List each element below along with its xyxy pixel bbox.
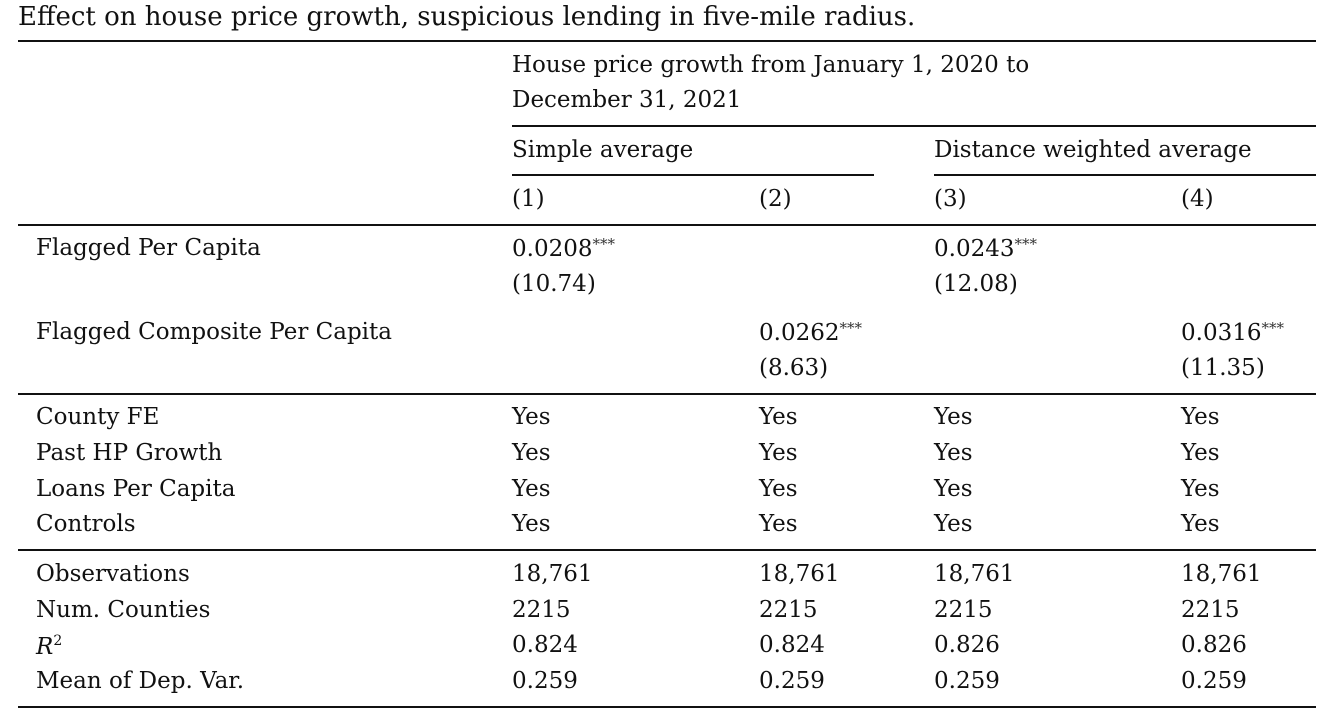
coef-value: 0.0243	[934, 236, 1015, 262]
table-cell: 2215	[512, 597, 571, 623]
row-label-mean-dep-var: Mean of Dep. Var.	[36, 668, 245, 694]
table-cell: 18,761	[759, 561, 840, 587]
table-cell: 0.826	[1181, 632, 1247, 658]
top-rule	[18, 40, 1316, 42]
table-cell: 2215	[1181, 597, 1240, 623]
row-label-num-counties: Num. Counties	[36, 597, 211, 623]
r-squared-exponent: 2	[53, 633, 63, 649]
tstat-cell: (12.08)	[934, 271, 1018, 297]
row-label-county-fe: County FE	[36, 404, 160, 430]
table-cell: Yes	[759, 476, 798, 502]
group-distance-weighted: Distance weighted average	[934, 137, 1252, 163]
table-cell: Yes	[512, 511, 551, 537]
coef-value: 0.0316	[1181, 320, 1262, 346]
table-cell: 0.824	[512, 632, 578, 658]
table-cell: 2215	[934, 597, 993, 623]
table-cell: 0.824	[759, 632, 825, 658]
table-cell: Yes	[934, 511, 973, 537]
table-cell: 18,761	[934, 561, 1015, 587]
header-bottom-rule	[18, 224, 1316, 226]
row-label-loans-per-capita: Loans Per Capita	[36, 476, 236, 502]
table-cell: 0.826	[934, 632, 1000, 658]
coef-cell	[1181, 321, 1284, 345]
table-cell: Yes	[934, 404, 973, 430]
table-cell: Yes	[934, 476, 973, 502]
table-cell: 0.259	[1181, 668, 1247, 694]
significance-stars: ***	[1014, 235, 1037, 253]
table-cell: 0.259	[934, 668, 1000, 694]
r-squared-symbol: R	[36, 634, 54, 660]
table-cell: 18,761	[1181, 561, 1262, 587]
spanner-line1: House price growth from January 1, 2020 to	[512, 52, 1030, 78]
group1-rule	[512, 174, 874, 176]
table-bottom-rule	[18, 706, 1316, 708]
row-label-observations: Observations	[36, 561, 190, 587]
coef-cell	[759, 321, 862, 345]
col-header-1: (1)	[512, 186, 545, 212]
table-cell: Yes	[759, 404, 798, 430]
table-cell: Yes	[1181, 511, 1220, 537]
tstat-cell: (8.63)	[759, 355, 829, 381]
significance-stars: ***	[592, 235, 615, 253]
significance-stars: ***	[839, 319, 862, 337]
row-label-flagged-per-capita: Flagged Per Capita	[36, 235, 261, 261]
coef-value: 0.0208	[512, 236, 593, 262]
table-cell: Yes	[1181, 440, 1220, 466]
table-cell: 18,761	[512, 561, 593, 587]
coef-bottom-rule	[18, 393, 1316, 395]
spanner-line2: December 31, 2021	[512, 87, 742, 113]
table-title: Effect on house price growth, suspicious lending in five-mile radius.	[18, 2, 916, 32]
table-cell: 0.259	[759, 668, 825, 694]
table-cell: Yes	[934, 440, 973, 466]
col-header-3: (3)	[934, 186, 967, 212]
table-cell: Yes	[759, 440, 798, 466]
table-cell: Yes	[512, 476, 551, 502]
row-label-past-hp-growth: Past HP Growth	[36, 440, 223, 466]
coef-cell	[512, 237, 615, 261]
row-label-r-squared	[36, 634, 62, 659]
table-cell: 2215	[759, 597, 818, 623]
table-cell: 0.259	[512, 668, 578, 694]
coef-value: 0.0262	[759, 320, 840, 346]
row-label-controls: Controls	[36, 511, 136, 537]
group2-rule	[934, 174, 1316, 176]
table-cell: Yes	[1181, 404, 1220, 430]
group-simple-average: Simple average	[512, 137, 694, 163]
significance-stars: ***	[1261, 319, 1284, 337]
coef-cell	[934, 237, 1037, 261]
table-cell: Yes	[1181, 476, 1220, 502]
row-label-flagged-composite: Flagged Composite Per Capita	[36, 319, 392, 345]
col-header-4: (4)	[1181, 186, 1214, 212]
col-header-2: (2)	[759, 186, 792, 212]
spanner-rule	[512, 125, 1316, 127]
tstat-cell: (10.74)	[512, 271, 596, 297]
table-cell: Yes	[512, 440, 551, 466]
table-cell: Yes	[759, 511, 798, 537]
controls-bottom-rule	[18, 549, 1316, 551]
table-cell: Yes	[512, 404, 551, 430]
tstat-cell: (11.35)	[1181, 355, 1265, 381]
